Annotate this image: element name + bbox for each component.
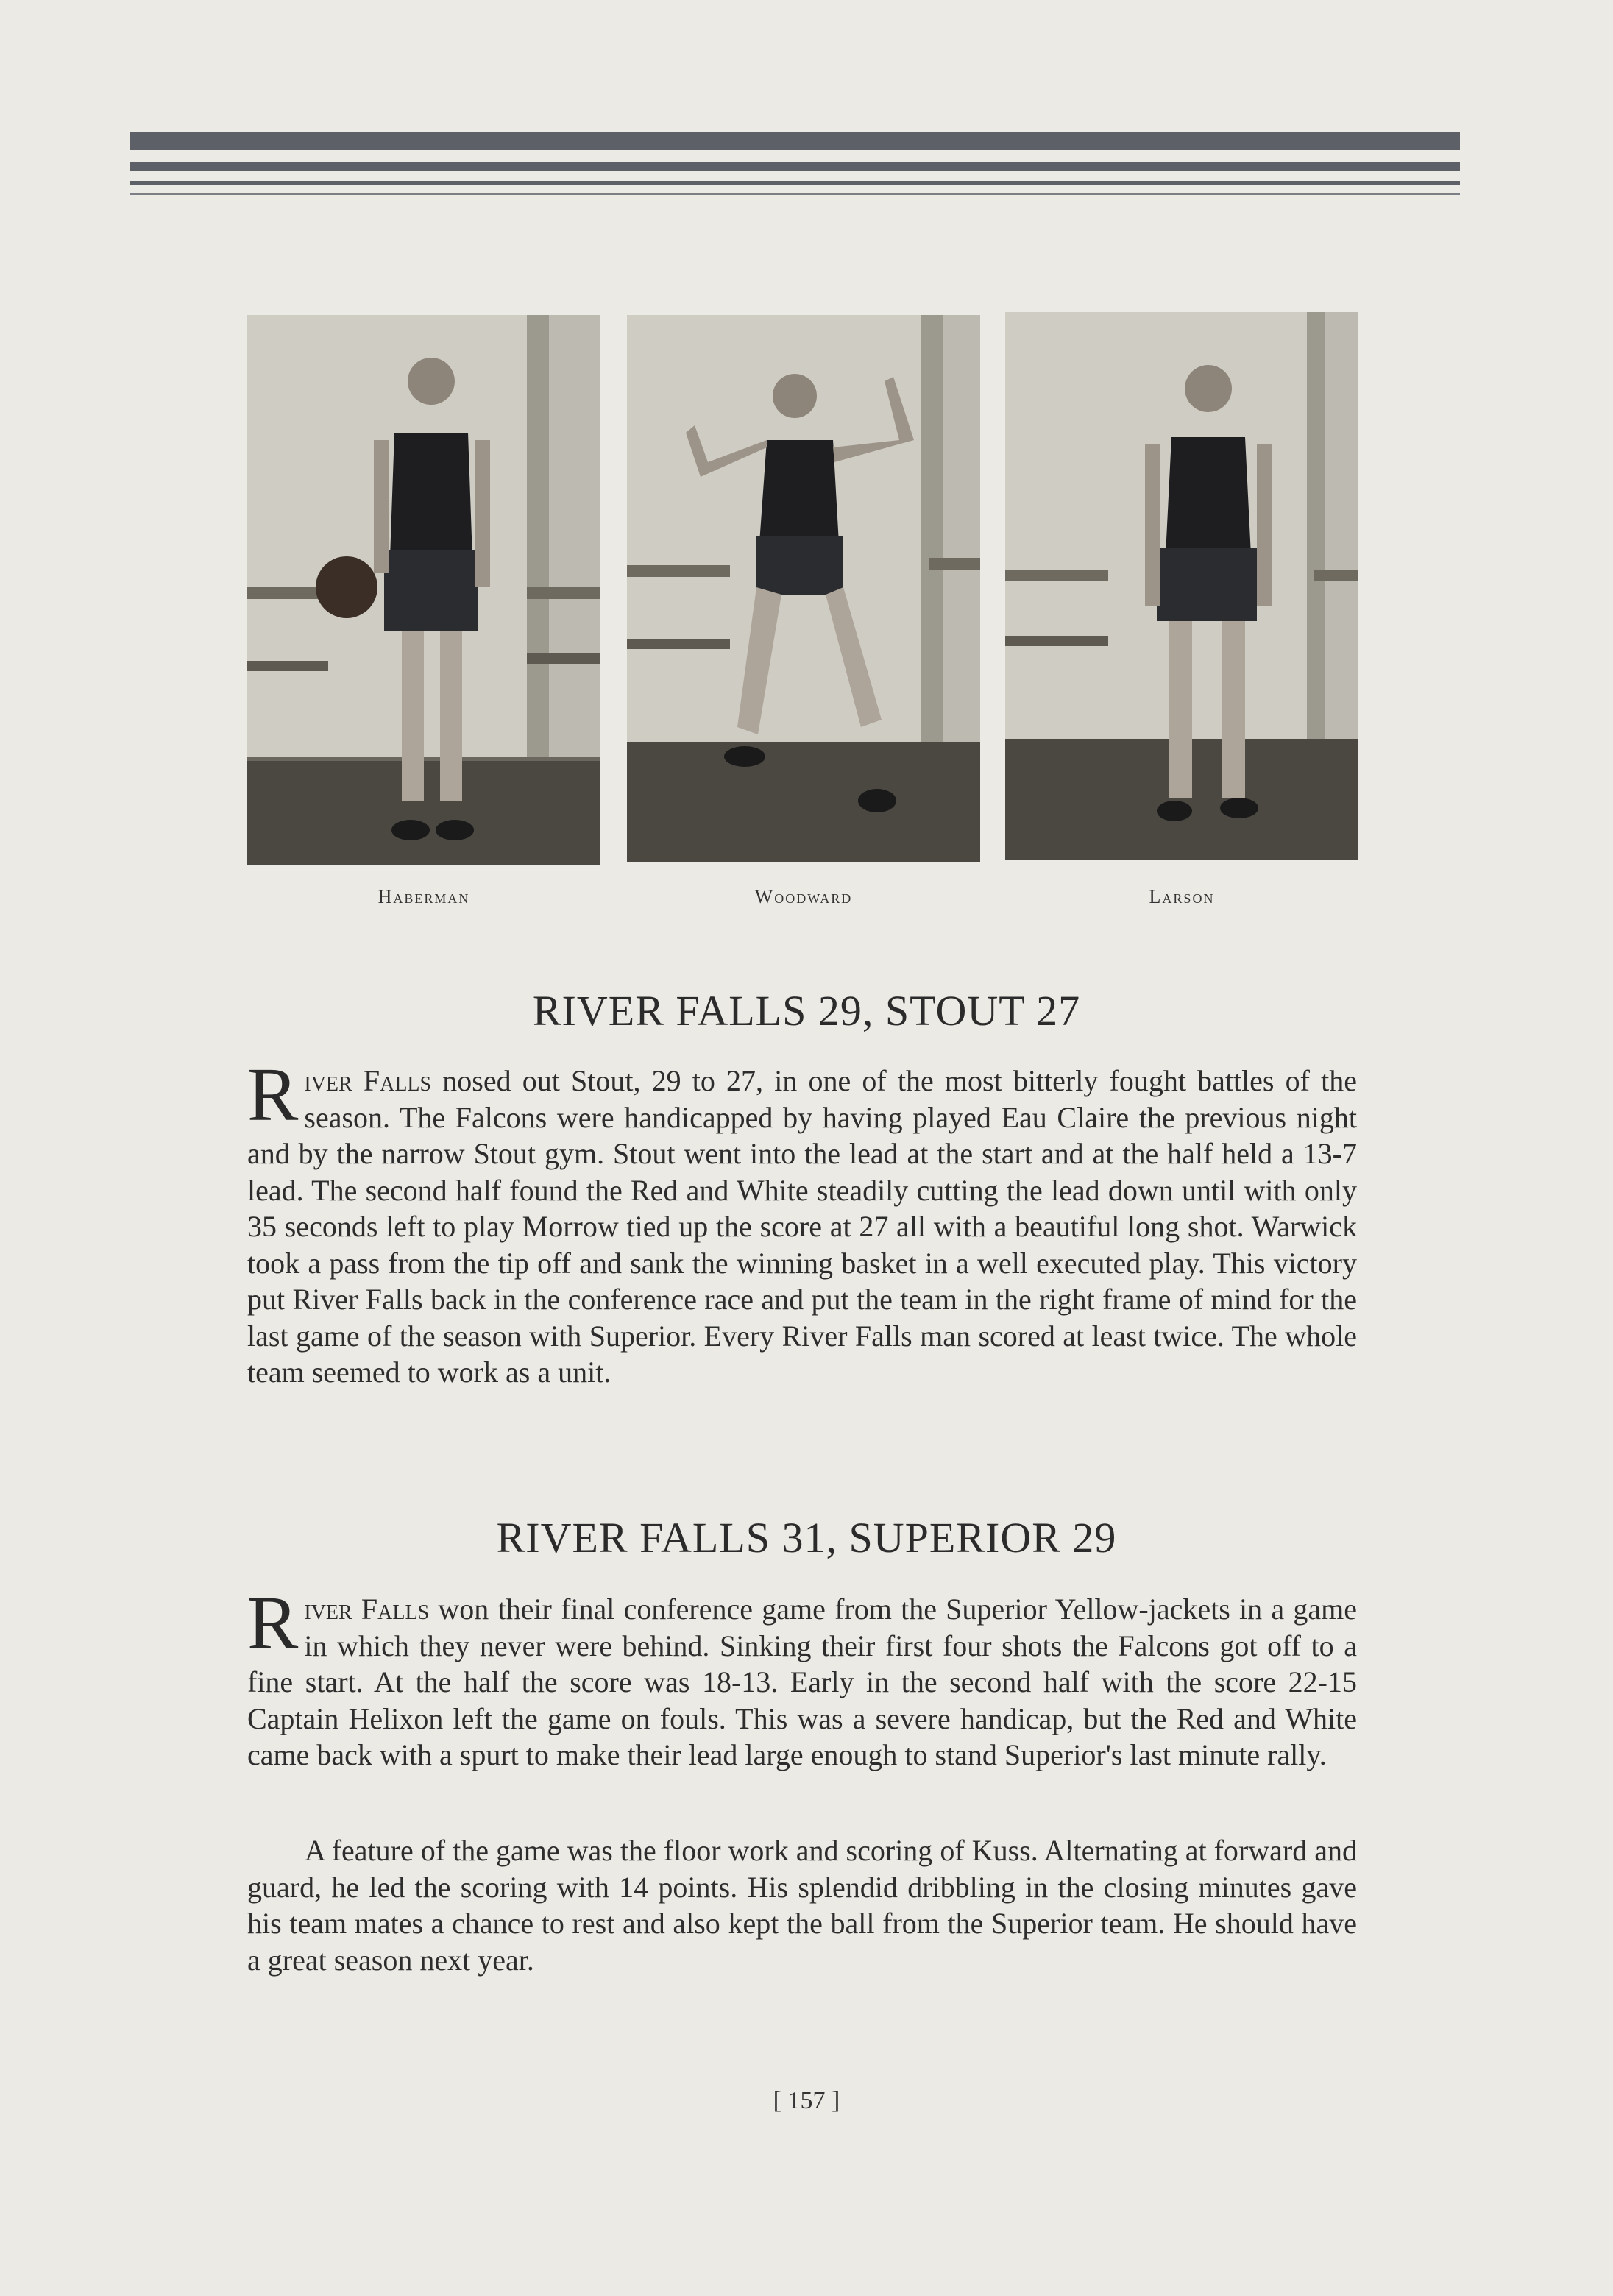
paragraph-text: won their final conference game from the Superior Yellow-jackets in a game in which they never were behind. Sinking their first four shots the Falcons got off to a fine start. At the half the score was 18-13. Early in the second half with the score 22-15 Captain Helixon left the game on fouls. This was a severe handicap, but the Red and White came back with a spurt to make their lead large enough to stand Superior's last minute rally. (247, 1592, 1357, 1771)
photo-larson (1005, 312, 1358, 860)
drop-cap: R (247, 1581, 299, 1665)
caption-woodward: Woodward (754, 886, 853, 907)
caption-haberman: Haberman (377, 886, 470, 907)
article-heading-stout: RIVER FALLS 29, STOUT 27 (532, 987, 1081, 1035)
header-rule-1 (130, 132, 1460, 150)
article-body-stout (247, 1052, 1357, 1391)
paragraph-text: nosed out Stout, 29 to 27, in one of the most bitterly fought battles of the season. The Falcons were handicapped by having played Eau Claire the previous night and by the narrow Stout gym. Stout went into the lead at the start and at the half held a 13-7 lead. The second half found the Red and White steadily cutting the lead down until with only 35 seconds left to play Morrow tied up the score at 27 all with a beautiful long shot. Warwick took a pass from the tip off and sank the winning basket in a well executed play. This victory put River Falls back in the conference race and put the team in the right frame of mind for the last game of the season with Superior. Every River Falls man scored at least twice. The whole team seemed to work as a unit. (247, 1064, 1357, 1389)
header-rule-4 (130, 193, 1460, 195)
article-body-superior (247, 1581, 1357, 1774)
lead-words: iver Falls (304, 1064, 432, 1097)
lead-words: iver Falls (304, 1592, 430, 1626)
page-number: [ 157 ] (773, 2087, 840, 2114)
photo-woodward (627, 315, 980, 862)
caption-larson: Larson (1149, 886, 1215, 907)
header-rule-3 (130, 181, 1460, 185)
photo-haberman (247, 315, 600, 865)
article-heading-superior: RIVER FALLS 31, SUPERIOR 29 (496, 1514, 1117, 1562)
article-body-superior-2: A feature of the game was the floor work and scoring of Kuss. Alternating at forward and guard, he led the scoring with 14 points. His splendid dribbling in the closing minutes gave his team mates a chance to rest and also kept the ball from the Superior team. He should have a great season next year. (247, 1834, 1357, 1977)
drop-cap: R (247, 1052, 299, 1137)
header-rule-2 (130, 162, 1460, 171)
